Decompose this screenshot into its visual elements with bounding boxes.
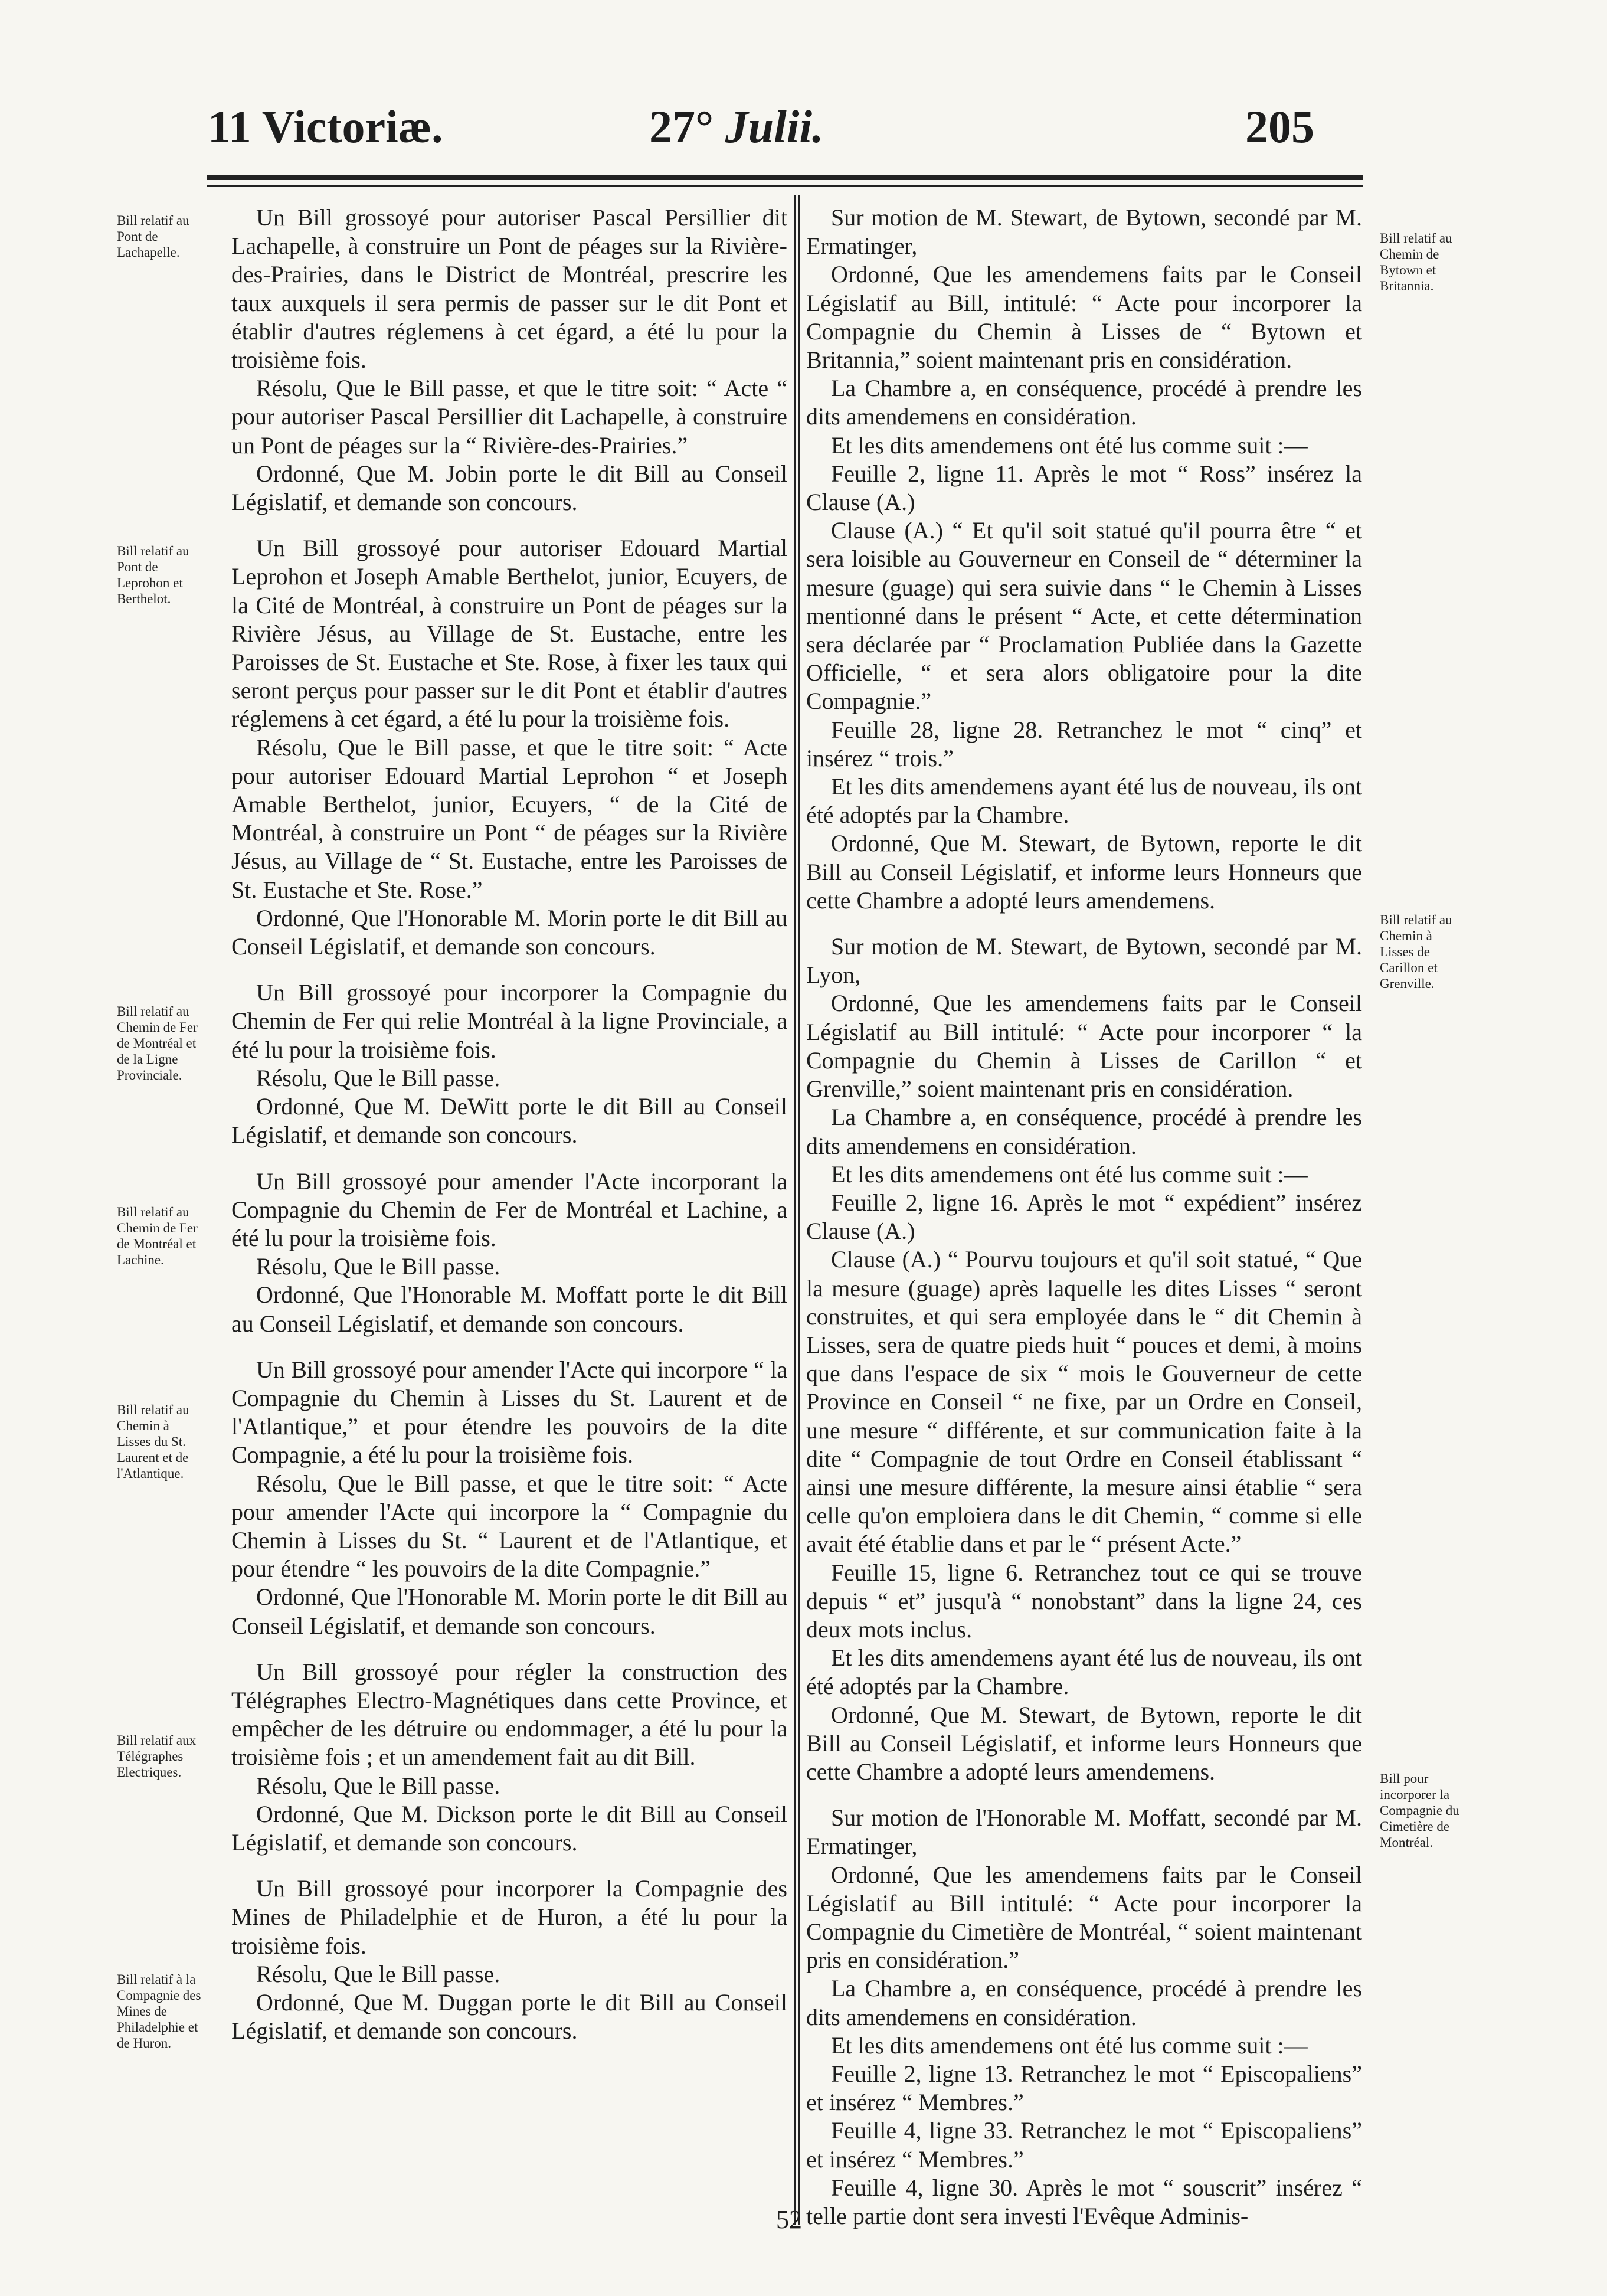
motion-entry — [806, 933, 1362, 1786]
amendment-text: Feuille 2, ligne 13. Retranchez le mot “ Episcopaliens” et insérez “ Membres.” — [806, 2060, 1362, 2116]
motion-entry — [806, 204, 1362, 915]
bill-entry — [231, 204, 787, 516]
bill-entry — [231, 534, 787, 961]
bill-entry — [231, 1875, 787, 2045]
bill-entry — [231, 1658, 787, 1857]
ordonne-text: Ordonné, Que les amendemens faits par le Conseil Législatif au Bill intitulé: “ Acte pour incorporer “ la Compagnie du Chemin à Lisses de Carillon “ et Grenville,” soient maintenant pris en considération. — [806, 990, 1362, 1103]
ordonne-text: Ordonné, Que l'Honorable M. Morin porte le dit Bill au Conseil Législatif, et demande son concours. — [231, 1584, 787, 1639]
bill-entry — [231, 1167, 787, 1338]
margin-note-left: Bill relatif au Chemin de Fer de Montréal et Lachine. — [117, 1205, 198, 1267]
chambre-text: La Chambre a, en conséquence, procédé à prendre les dits amendemens en considération. — [806, 1104, 1362, 1159]
chambre-text: La Chambre a, en conséquence, procédé à prendre les dits amendemens en considération. — [806, 375, 1362, 430]
bill-text: Un Bill grossoyé pour incorporer la Compagnie des Mines de Philadelphie et de Huron, a été lu pour la troisième fois. — [231, 1875, 787, 1959]
resolu-text: Résolu, Que le Bill passe. — [256, 1772, 500, 1799]
resolu-text: Résolu, Que le Bill passe. — [256, 1960, 500, 1987]
ordonne-text: Ordonné, Que l'Honorable M. Morin porte le dit Bill au Conseil Législatif, et demande son concours. — [231, 904, 787, 960]
bill-text: Un Bill grossoyé pour régler la construction des Télégraphes Electro-Magnétiques dans cette Province, et empêcher de les détruire ou endommager, a été lu pour la troisième fois ; et un amendement fait au dit Bill. — [231, 1658, 787, 1771]
clause-text: Clause (A.) “ Pourvu toujours et qu'il soit statué, “ Que la mesure (guage) après laquelle les dites Lisses “ seront construites, et qui sera employée dans le “ dit Chemin à Lisses, sera de quatre pieds huit “ pouces et demi, à moins que dans l'espace de six “ mois le Gouverneur de cette Province en Conseil “ ne fixe, par un Ordre en Conseil, une mesure “ différente, et sur communication faite à la dite “ Compagnie de tout Ordre en Conseil établissant “ ainsi une mesure différente, la mesure ainsi établie “ sera celle qu'on emploiera dans le dit Chemin, “ comme si elle avait été établie dans et par le “ présent Acte.” — [806, 1246, 1362, 1558]
ordonne-text: Ordonné, Que M. Dickson porte le dit Bill au Conseil Législatif, et demande son concours. — [231, 1800, 787, 1856]
adopted-text: Et les dits amendemens ayant été lus de nouveau, ils ont été adoptés par la Chambre. — [806, 1644, 1362, 1700]
ordonne-text: Ordonné, Que M. Stewart, de Bytown, reporte le dit Bill au Conseil Législatif, et informe leurs Honneurs que cette Chambre a adopté leurs amendemens. — [806, 830, 1362, 914]
chambre-text: La Chambre a, en conséquence, procédé à prendre les dits amendemens en considération. — [806, 1975, 1362, 2030]
bill-text: Un Bill grossoyé pour autoriser Pascal Persillier dit Lachapelle, à construire un Pont de péages sur la Rivière-des-Prairies, dans le District de Montréal, prescrire les taux auxquels il sera permis de passer sur le dit Pont et établir d'autres réglemens à cet égard, a été lu pour la troisième fois. — [231, 204, 787, 374]
adopted-text: Et les dits amendemens ayant été lus de nouveau, ils ont été adoptés par la Chambre. — [806, 773, 1362, 829]
ordonne-text: Ordonné, Que les amendemens faits par le Conseil Législatif au Bill, intitulé: “ Acte pour incorporer la Compagnie du Chemin à Lisses de “ Bytown et Britannia,” soient maintenant pris en considération. — [806, 261, 1362, 374]
ordonne-text: Ordonné, Que M. Jobin porte le dit Bill au Conseil Législatif, et demande son concours. — [231, 460, 787, 516]
clause-text: Clause (A.) “ Et qu'il soit statué qu'il pourra être “ et sera loisible au Gouverneur en Conseil de “ déterminer la mesure (guage) qui sera suivie dans “ le Chemin à Lisses mentionné dans le présent “ Acte, et cette détermination sera déclarée par “ Proclamation Publiée dans la Gazette Officielle, “ et sera alors obligatoire pour la dite Compagnie.” — [806, 517, 1362, 715]
column-divider-right — [798, 195, 800, 2225]
resolu-text: Résolu, Que le Bill passe. — [256, 1064, 500, 1091]
amendment-text: Feuille 4, ligne 33. Retranchez le mot “ Episcopaliens” et insérez “ Membres.” — [806, 2117, 1362, 2173]
bill-text: Un Bill grossoyé pour amender l'Acte qui incorpore “ la Compagnie du Chemin à Lisses du St. Laurent et de l'Atlantique,” et pour étendre les pouvoirs de la dite Compagnie, a été lu pour la troisième fois. — [231, 1356, 787, 1468]
date-month: Julii. — [725, 101, 824, 152]
date-day: 27° — [649, 101, 714, 152]
margin-note-right: Bill relatif au Chemin de Bytown et Britannia. — [1380, 231, 1452, 293]
left-column — [231, 204, 787, 2234]
bill-entry — [231, 1356, 787, 1640]
margin-note-left: Bill relatif à la Compagnie des Mines de Philadelphie et de Huron. — [117, 1972, 201, 2050]
margin-note-right: Bill pour incorporer la Compagnie du Cimetière de Montréal. — [1380, 1771, 1459, 1850]
amendment-text: Feuille 2, ligne 16. Après le mot “ expédient” insérez Clause (A.) — [806, 1189, 1362, 1245]
margin-note-left: Bill relatif aux Télégraphes Electriques. — [117, 1733, 197, 1780]
margin-note-left: Bill relatif au Pont de Lachapelle. — [117, 213, 189, 260]
motion-entry — [806, 1804, 1362, 2230]
ordonne-text: Ordonné, Que les amendemens faits par le Conseil Législatif au Bill intitulé: “ Acte pour incorporer la Compagnie du Cimetière de Montréal, “ soient maintenant pris en considération.” — [806, 1861, 1362, 1974]
right-column — [806, 204, 1362, 2234]
resolu-text: Résolu, Que le Bill passe, et que le titre soit: “ Acte pour autoriser Edouard Martial Leprohon “ et Joseph Amable Berthelot, junior, Ecuyers, “ de la Cité de Montréal, à construire un Pont “ de péages sur la Rivière Jésus, au Village de “ St. Eustache, entre les Paroisses de St. Eustache et Ste. Rose.” — [231, 734, 787, 903]
resolu-text: Résolu, Que le Bill passe, et que le titre soit: “ Acte “ pour autoriser Pascal Persillier dit Lachapelle, à construire un Pont de péages sur la “ Rivière-des-Prairies.” — [231, 375, 787, 459]
amendments-intro: Et les dits amendemens ont été lus comme suit :— — [831, 2032, 1308, 2059]
running-head-date — [649, 100, 824, 153]
bill-entry — [231, 979, 787, 1149]
amendments-intro: Et les dits amendemens ont été lus comme suit :— — [831, 1160, 1308, 1188]
amendment-text: Feuille 28, ligne 28. Retranchez le mot “ cinq” et insérez “ trois.” — [806, 716, 1362, 771]
ordonne-text: Ordonné, Que l'Honorable M. Moffatt porte le dit Bill au Conseil Législatif, et demande son concours. — [231, 1281, 787, 1337]
column-divider-left — [794, 195, 796, 2225]
bill-text: Un Bill grossoyé pour autoriser Edouard Martial Leprohon et Joseph Amable Berthelot, junior, Ecuyers, de la Cité de Montréal, à construire un Pont de péages sur la Rivière Jésus, au Village de St. Eustache, entre les Paroisses de St. Eustache et Ste. Rose, à fixer les taux qui seront perçus pour passer sur le dit Pont et établir d'autres réglemens à cet égard, a été lu pour la troisième fois. — [231, 535, 787, 732]
page-number: 205 — [1245, 101, 1314, 152]
bill-text: Un Bill grossoyé pour incorporer la Compagnie du Chemin de Fer qui relie Montréal à la ligne Provinciale, a été lu pour la troisième fois. — [231, 979, 787, 1063]
margin-note-left: Bill relatif au Pont de Leprohon et Berthelot. — [117, 544, 189, 606]
motion-text: Sur motion de l'Honorable M. Moffatt, secondé par M. Ermatinger, — [806, 1804, 1362, 1860]
amendment-text: Feuille 2, ligne 11. Après le mot “ Ross” insérez la Clause (A.) — [806, 460, 1362, 516]
amendments-intro: Et les dits amendemens ont été lus comme suit :— — [831, 431, 1308, 459]
margin-note-left: Bill relatif au Chemin de Fer de Montréal et de la Ligne Provinciale. — [117, 1004, 198, 1082]
ordonne-text: Ordonné, Que M. Stewart, de Bytown, reporte le dit Bill au Conseil Législatif, et informe leurs Honneurs que cette Chambre a adopté leurs amendemens. — [806, 1701, 1362, 1785]
header-rule-thick — [207, 175, 1363, 180]
running-head-regnal-year: 11 Victoriæ. — [208, 101, 443, 152]
motion-text: Sur motion de M. Stewart, de Bytown, secondé par M. Lyon, — [806, 933, 1362, 989]
resolu-text: Résolu, Que le Bill passe, et que le titre soit: “ Acte pour amender l'Acte qui incorpore la “ Compagnie du Chemin à Lisses du St. “ Laurent et de l'Atlantique, et pour étendre “ les pouvoirs de la dite Compagnie.” — [231, 1470, 787, 1582]
amendment-text: Feuille 4, ligne 30. Après le mot “ souscrit” insérez “ telle partie dont sera investi l'Evêque Adminis- — [806, 2174, 1362, 2230]
signature-folio: 52 — [776, 2205, 802, 2234]
resolu-text: Résolu, Que le Bill passe. — [256, 1253, 500, 1280]
margin-note-left: Bill relatif au Chemin à Lisses du St. Laurent et de l'Atlantique. — [117, 1402, 189, 1481]
bill-text: Un Bill grossoyé pour amender l'Acte incorporant la Compagnie du Chemin de Fer de Montréal et Lachine, a été lu pour la troisième fois. — [231, 1167, 787, 1251]
ordonne-text: Ordonné, Que M. Duggan porte le dit Bill au Conseil Législatif, et demande son concours. — [231, 1988, 787, 2045]
amendment-text: Feuille 15, ligne 6. Retranchez tout ce qui se trouve depuis “ et” jusqu'à “ nonobstant” dans la ligne 24, ces deux mots inclus. — [806, 1559, 1362, 1643]
header-rule-thin — [207, 185, 1363, 187]
ordonne-text: Ordonné, Que M. DeWitt porte le dit Bill au Conseil Législatif, et demande son concours. — [231, 1093, 787, 1149]
motion-text: Sur motion de M. Stewart, de Bytown, secondé par M. Ermatinger, — [806, 204, 1362, 260]
margin-note-right: Bill relatif au Chemin à Lisses de Carillon et Grenville. — [1380, 912, 1452, 991]
